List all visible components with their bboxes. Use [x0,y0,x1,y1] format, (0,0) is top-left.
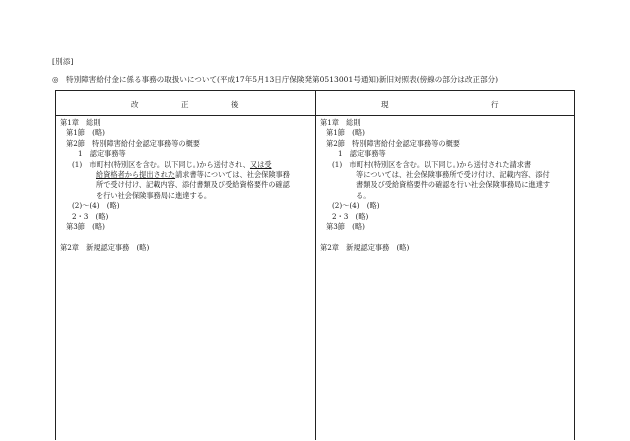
section-heading: 第2節 特別障害給付金認定事務等の概要 [326,138,460,148]
chapter-heading: 第2章 新規認定事務 (略) [60,242,150,252]
section-heading: 第3節 (略) [326,222,365,232]
paragraph-line [60,170,312,180]
amended-text: 給資格者から提出された [96,170,176,180]
section-heading: 第1節 (略) [66,128,105,138]
section-heading: 第3節 (略) [66,222,105,232]
header-rule [56,115,574,116]
header-char: 現 [381,100,389,109]
paragraph-text: 請求書等については、社会保険事務 [175,170,290,180]
item-heading: 2・3 (略) [332,211,369,221]
revised-column-body [60,118,312,253]
current-column-body [320,118,572,253]
paragraph-line [60,160,312,170]
chapter-heading: 第1章 総則 [60,118,101,127]
header-char: 正 [181,100,189,109]
section-heading: 第1節 (略) [326,128,365,138]
chapter-heading: 第1章 総則 [320,118,361,127]
paragraph-line: 等については、社会保険事務所で受け付け、記載内容、添付 [356,170,550,180]
paragraph-line: 所で受け付け、記載内容、添付書類及び受給資格要件の確認 [96,180,290,190]
column-divider [315,91,316,440]
chapter-heading: 第2章 新規認定事務 (略) [320,242,410,252]
amended-text: 又は受 [249,159,272,169]
paragraph-line: (1) 市町村(特別区を含む。以下同じ。)から送付された請求書 [332,159,532,169]
section-heading: 第2節 特別障害給付金認定事務等の概要 [66,138,200,148]
document-heading: ◎ 特別障害給付金に係る事務の取扱いについて(平成17年5月13日庁保険発第0513001号通知)新旧対照表(傍線の部分は改正部分) [52,75,499,84]
item-heading: 1 認定事務等 [78,149,126,159]
header-char: 改 [131,100,139,109]
item-heading: 1 認定事務等 [338,149,386,159]
attachment-tag: [別添] [52,57,74,66]
paragraph-number: (1) [72,159,90,169]
header-char: 行 [491,100,499,109]
paragraph-line: 書類及び受給資格要件の確認を行い社会保険事務局に進達す [356,180,551,190]
paragraph-line: る。 [356,190,371,200]
paragraph-line: (2)～(4) (略) [332,201,380,211]
comparison-table [55,90,575,440]
paragraph-line: (2)～(4) (略) [72,201,120,211]
item-heading: 2・3 (略) [72,211,109,221]
header-char: 後 [231,100,239,109]
paragraph-line: を行い社会保険事務局に進達する。 [96,190,212,200]
paragraph-text: 市町村(特別区を含む。以下同じ。)から送付され、 [89,159,250,169]
